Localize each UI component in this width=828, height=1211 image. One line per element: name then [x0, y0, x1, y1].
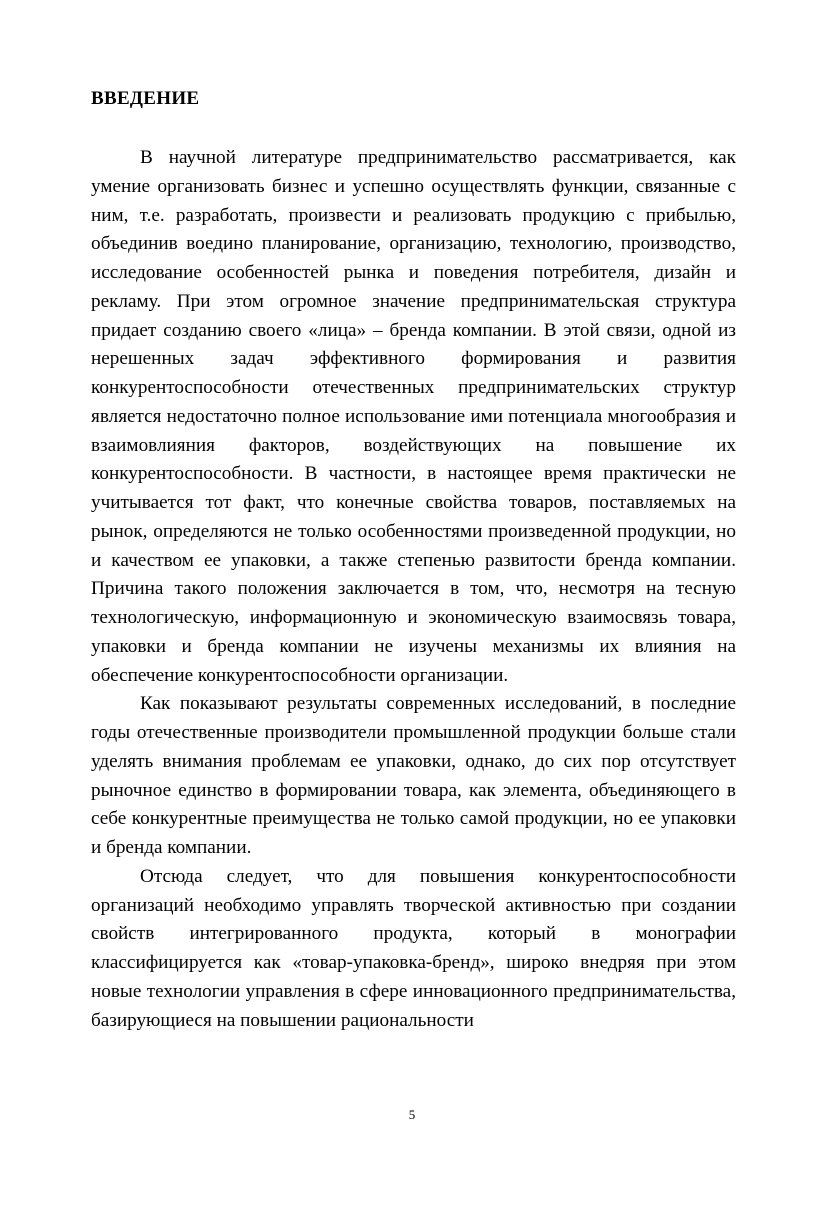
- paragraph: Как показывают результаты современных исследований, в последние годы отечественные производители промышленной продукции больше стали уделять внимания проблемам ее упаковки, однако, до сих пор отсутствует рыночное единство в формировании товара, как элемента, объединяющего в себе конкурентные преимущества не только самой продукции, но ее упаковки и бренда компании.: [91, 693, 736, 858]
- paragraph: Отсюда следует, что для повышения конкурентоспособности организаций необходимо управлять творческой активностью при создании свойств интегрированного продукта, который в монографии классифицируется как «товар-упаковка-бренд», широко внедряя при этом новые технологии управления в сфере инновационного предпринимательства, базирующиеся на повышении рациональности: [91, 865, 736, 1031]
- body-text: [91, 144, 736, 1035]
- section-heading: ВВЕДЕНИЕ: [91, 88, 200, 109]
- paragraph: В научной литературе предпринимательство рассматривается, как умение организовать бизнес и успешно осуществлять функции, связанные с ним, т.е. разработать, произвести и реализовать продукцию с прибылью, объединив воедино планирование, организацию, технологию, производство, исследование особенностей рынка и поведения потребителя, дизайн и рекламу. При этом огромное значение предпринимательская структура придает созданию своего «лица» – бренда компании. В этой связи, одной из нерешенных задач эффективного формирования и развития конкурентоспособности отечественных предпринимательских структур является недостаточно полное использование ими потенциала многообразия и взаимовлияния факторов, воздействующих на повышение их конкурентоспособности. В частности, в настоящее время практически не учитывается тот факт, что конечные свойства товаров, поставляемых на рынок, определяются не только особенностями произведенной продукции, но и качеством ее упаковки, а также степенью развитости бренда компании. Причина такого положения заключается в том, что, несмотря на тесную технологическую, информационную и экономическую взаимосвязь товара, упаковки и бренда компании не изучены механизмы их влияния на обеспечение конкурентоспособности организации.: [91, 147, 736, 686]
- page-number: 5: [408, 1107, 416, 1122]
